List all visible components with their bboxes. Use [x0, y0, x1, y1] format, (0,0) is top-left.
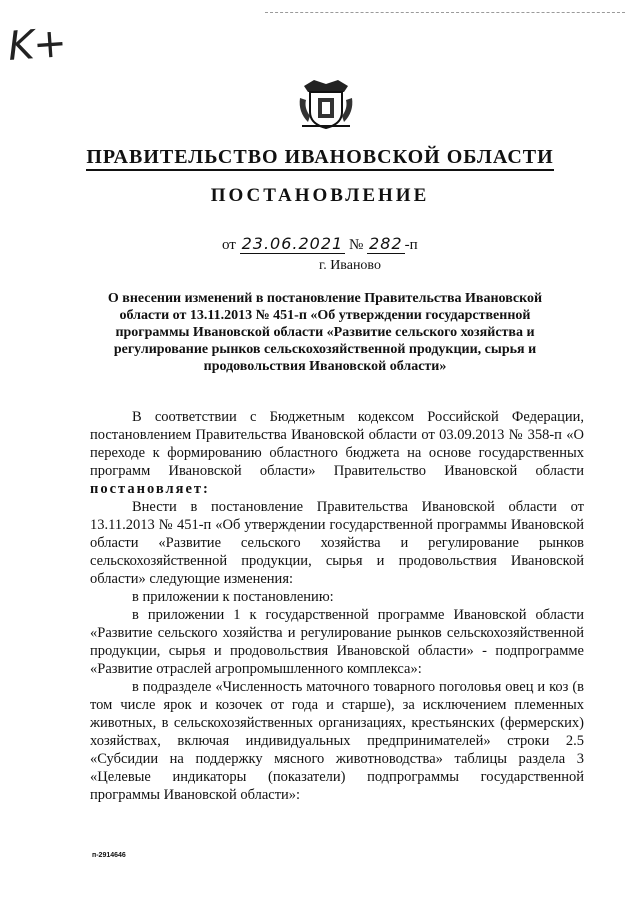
government-title-text: ПРАВИТЕЛЬСТВО ИВАНОВСКОЙ ОБЛАСТИ	[86, 146, 553, 171]
paragraph-5: в подразделе «Численность маточного товарного поголовья овец и коз (в том числе ярок и козочек от года и старше), за исключением племенных животных, в сельскохозяйственных организациях, крестьянских (фермерских) хозяйствах, включая индивидуальных предпринимателей» строки 2.5 «Субсидии на поддержку мясного животноводства» таблицы раздела 3 «Целевые индикаторы (показатели) подпрограммы государственной программы Ивановской области»:	[90, 679, 584, 803]
decree-title: ПОСТАНОВЛЕНИЕ	[210, 185, 430, 206]
handwritten-mark: K+	[6, 20, 68, 70]
number-prefix: №	[348, 237, 364, 253]
resolves-word: постановляет:	[90, 481, 210, 497]
date-prefix: от	[222, 237, 236, 253]
decree-number: 282	[369, 234, 403, 253]
decree-subject: О внесении изменений в постановление Правительства Ивановской области от 13.11.2013 № 451-п «Об утверждении государственной программы Ивановской области «Развитие сельского хозяйства и регулирование рынков сельскохозяйственной продукции, сырья и продовольствия Ивановской области»	[107, 291, 543, 374]
paragraph-2: Внести в постановление Правительства Ивановской области от 13.11.2013 № 451-п «Об утверждении государственной программы Ивановской области «Развитие сельского хозяйства и регулирование рынков сельскохозяйственной продукции, сырья и продовольствия Ивановской области» следующие изменения:	[90, 499, 584, 587]
document-code: п-2914646	[92, 852, 126, 859]
paragraph-1-text: В соответствии с Бюджетным кодексом Российской Федерации, постановлением Правительства Ивановской области от 03.09.2013 № 358-п «О переходе к формированию областного бюджета на основе государственных программ Ивановской области» Правительство Ивановской области	[90, 409, 584, 479]
paragraph-3: в приложении к постановлению:	[132, 589, 334, 605]
paragraph-4: в приложении 1 к государственной программе Ивановской области «Развитие сельского хозяйства и регулирование рынков сельскохозяйственной продукции, сырья и продовольствия Ивановской области» - подпрограмме «Развитие отраслей агропромышленного комплекса»:	[90, 607, 584, 677]
decree-date: 23.06.2021	[241, 234, 344, 253]
decree-body	[90, 408, 584, 804]
number-suffix: -п	[404, 237, 418, 253]
decree-date-line	[222, 234, 418, 254]
coat-of-arms-icon	[298, 78, 354, 130]
government-title	[0, 146, 640, 169]
city: г. Иваново	[319, 258, 381, 273]
paragraph-1	[90, 408, 584, 498]
top-scan-line	[265, 12, 625, 13]
